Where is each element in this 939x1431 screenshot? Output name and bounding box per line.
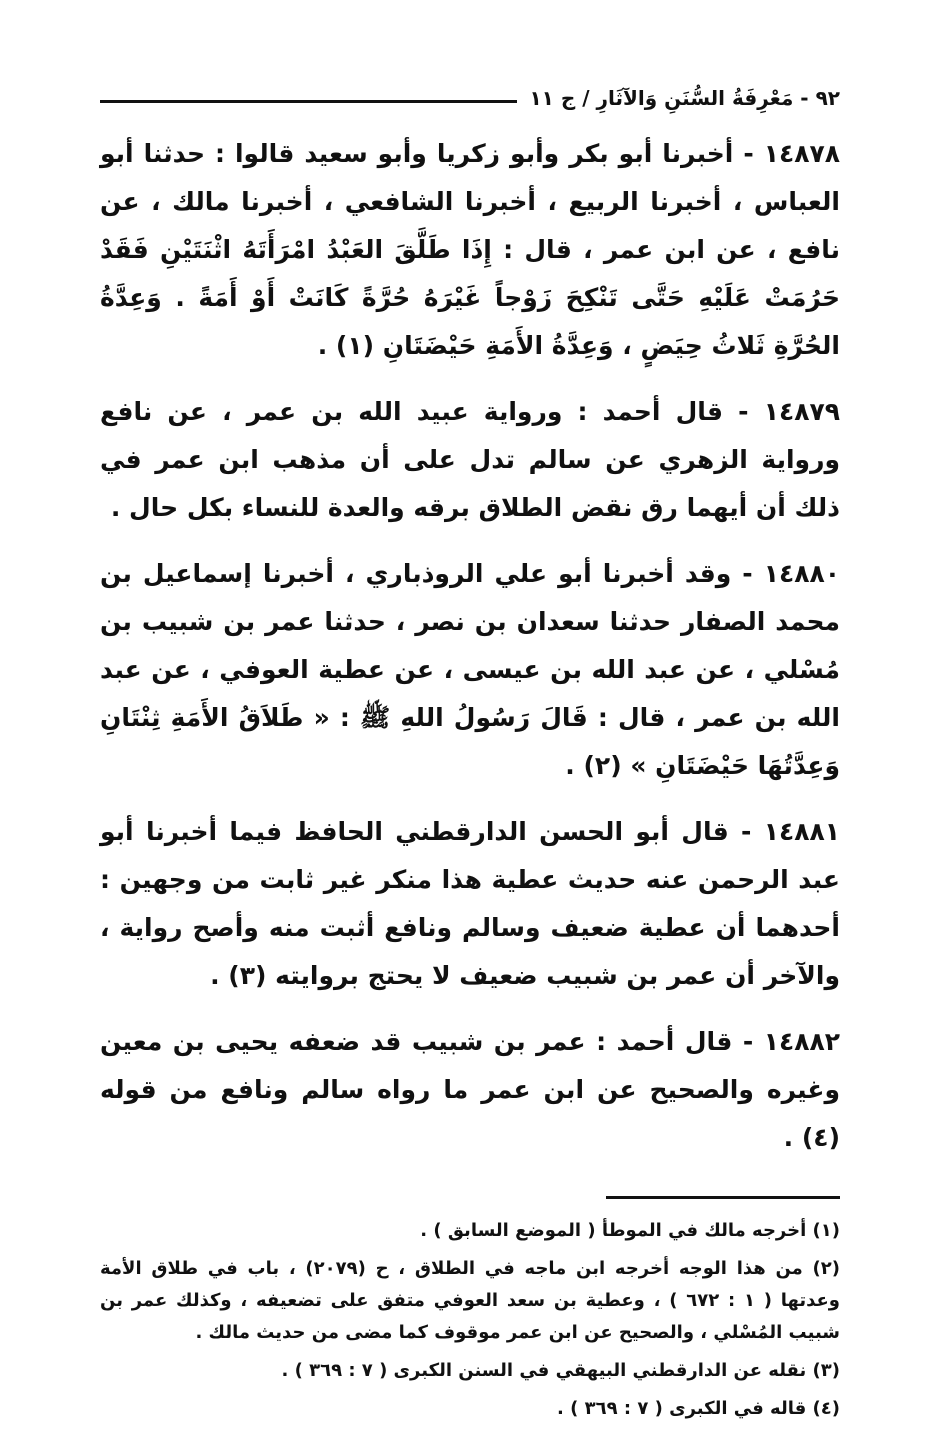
- header-rule: [100, 100, 517, 103]
- footnote-1: (١) أخرجه مالك في الموطأ ( الموضع السابق ) .: [420, 1220, 840, 1241]
- paragraph-14878: ١٤٨٧٨ - أخبرنا أبو بكر وأبو زكريا وأبو سعيد قالوا : حدثنا أبو العباس ، أخبرنا الربيع ، أخبرنا الشافعي ، أخبرنا مالك ، عن نافع ، عن ابن عمر ، قال : إِذَا طَلَّقَ العَبْدُ امْرَأَتَهُ اثْنَتَيْنِ فَقَدْ حَرُمَتْ عَلَيْهِ حَتَّى تَنْكِحَ زَوْجاً غَيْرَهُ حُرَّةً كَانَتْ أَوْ أَمَةً . وَعِدَّةُ الحُرَّةِ ثَلاثُ حِيَضٍ ، وَعِدَّةُ الأَمَةِ حَيْضَتَانِ (١) .: [100, 139, 840, 360]
- paragraph-14879: ١٤٨٧٩ - قال أحمد : ورواية عبيد الله بن عمر ، عن نافع ورواية الزهري عن سالم تدل على أن مذهب ابن عمر في ذلك أن أيهما رق نقض الطلاق برقه والعدة للنساء بكل حال .: [100, 397, 840, 522]
- paragraph-14880: ١٤٨٨٠ - وقد أخبرنا أبو علي الروذباري ، أخبرنا إسماعيل بن محمد الصفار حدثنا سعدان بن نصر ، حدثنا عمر بن شبيب بن مُسْلي ، عن عبد الله بن عيسى ، عن عطية العوفي ، عن عبد الله بن عمر ، قال : قَالَ رَسُولُ اللهِ ﷺ : « طَلاَقُ الأَمَةِ ثِنْتَانِ وَعِدَّتُهَا حَيْضَتَانِ » (٢) .: [100, 559, 840, 780]
- page-header: [100, 80, 840, 116]
- book-page: [100, 80, 840, 1431]
- running-title: ٩٢ - مَعْرِفَةُ السُّنَنِ وَالآثَارِ / ج ١١: [529, 86, 840, 110]
- footnote-3: (٣) نقله عن الدارقطني البيهقي في السنن الكبرى ( ٧ : ٣٦٩ ) .: [281, 1360, 840, 1381]
- paragraph-14881: ١٤٨٨١ - قال أبو الحسن الدارقطني الحافظ فيما أخبرنا أبو عبد الرحمن عنه حديث عطية هذا منكر غير ثابت من وجهين : أحدهما أن عطية ضعيف وسالم ونافع أثبت منه وأصح رواية ، والآخر أن عمر بن شبيب ضعيف لا يحتج بروايته (٣) .: [100, 817, 840, 990]
- footnotes: [100, 1215, 840, 1425]
- footnote-separator: [606, 1196, 840, 1199]
- footnote-4: (٤) قاله في الكبرى ( ٧ : ٣٦٩ ) .: [557, 1398, 840, 1419]
- footnote-2: (٢) من هذا الوجه أخرجه ابن ماجه في الطلاق ، ح (٢٠٧٩) ، باب في طلاق الأمة وعدتها ( ١ : ٦٧٢ ) ، وعطية بن سعد العوفي متفق على تضعيفه ، وكذلك عمر بن شبيب المُسْلي ، والصحيح عن ابن عمر موقوف كما مضى من حديث مالك .: [100, 1258, 840, 1343]
- paragraph-14882: ١٤٨٨٢ - قال أحمد : عمر بن شبيب قد ضعفه يحيى بن معين وغيره والصحيح عن ابن عمر ما رواه سالم ونافع من قوله (٤) .: [100, 1027, 840, 1152]
